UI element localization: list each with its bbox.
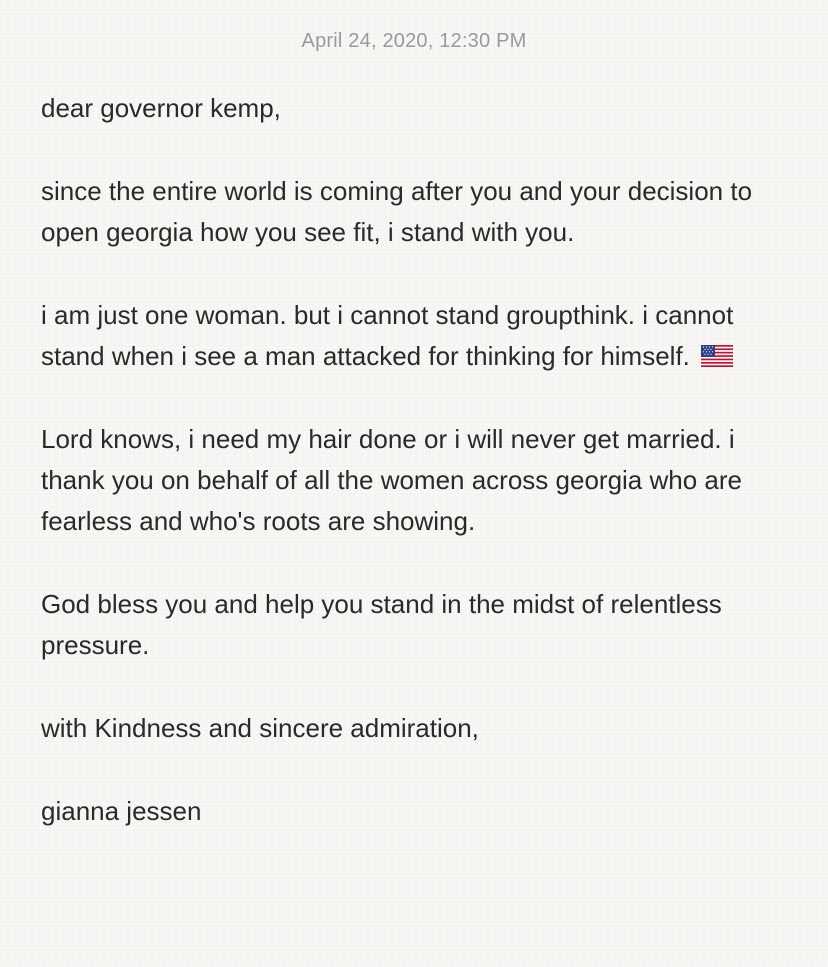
paragraph-2 bbox=[41, 295, 801, 377]
paragraph-1: since the entire world is coming after you and your decision to open georgia how you see fit, i stand with you. bbox=[41, 176, 753, 247]
paragraph-2-text: i am just one woman. but i cannot stand groupthink. i cannot stand when i see a man attacked for thinking for himself. bbox=[41, 300, 734, 371]
closing-paragraph: with Kindness and sincere admiration, bbox=[41, 713, 479, 743]
note-timestamp: April 24, 2020, 12:30 PM bbox=[301, 30, 527, 52]
greeting-paragraph: dear governor kemp, bbox=[41, 93, 281, 123]
note-body[interactable] bbox=[41, 88, 801, 874]
signature: gianna jessen bbox=[41, 796, 202, 826]
paragraph-3: Lord knows, i need my hair done or i will never get married. i thank you on behalf of all the women across georgia who are fearless and who's roots are showing. bbox=[41, 424, 742, 536]
us-flag-icon bbox=[701, 345, 733, 367]
paragraph-4: God bless you and help you stand in the midst of relentless pressure. bbox=[41, 589, 722, 660]
